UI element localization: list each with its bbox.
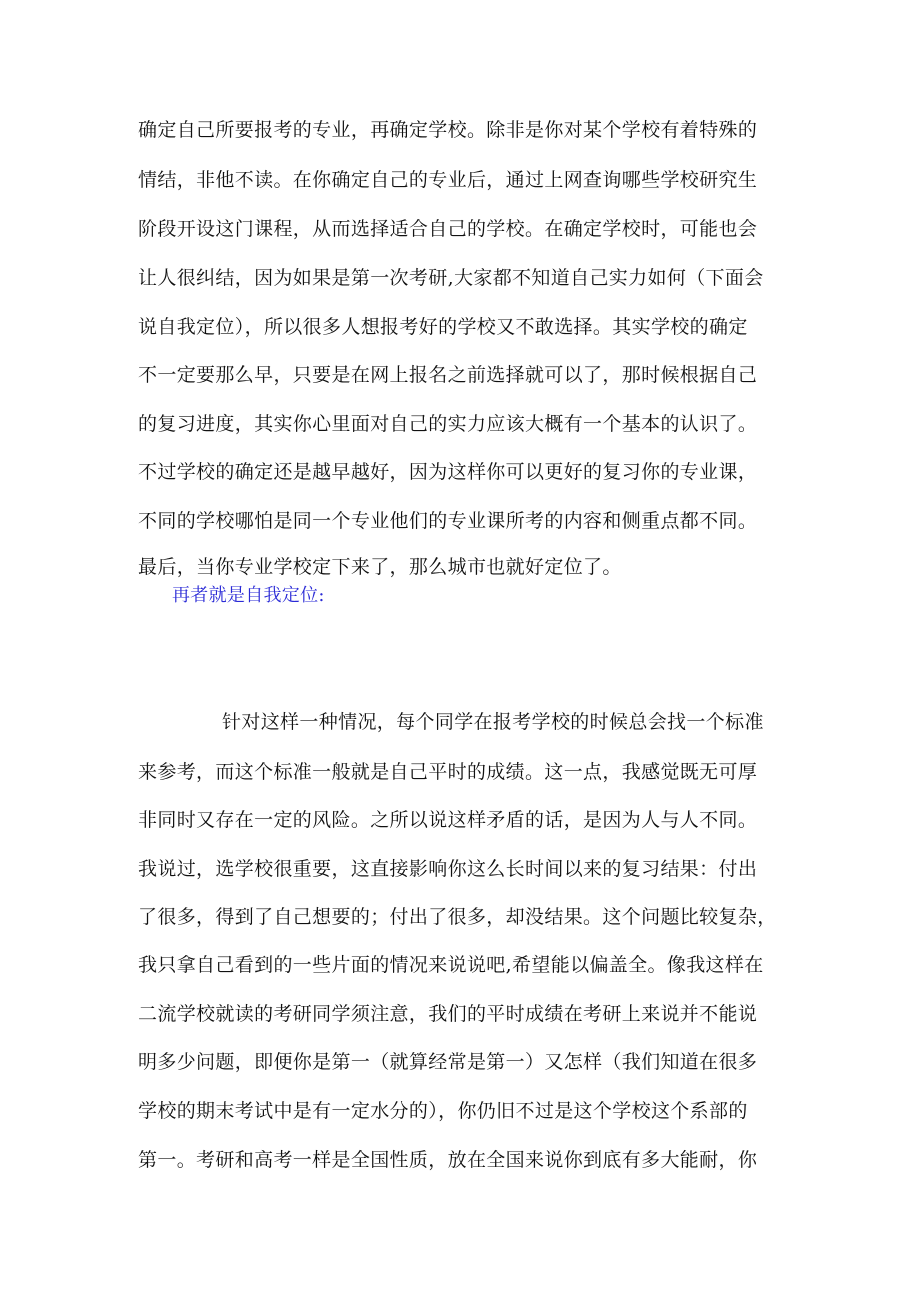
paragraph-line: 不一定要那么早，只要是在网上报名之前选择就可以了，那时候根据自己 (138, 364, 758, 386)
paragraph-line: 二流学校就读的考研同学须注意，我们的平时成绩在考研上来说并不能说 (138, 1003, 758, 1025)
paragraph-line: 非同时又存在一定的风险。之所以说这样矛盾的话，是因为人与人不同。 (138, 809, 758, 831)
paragraph-line: 了很多，得到了自己想要的；付出了很多，却没结果。这个问题比较复杂， (138, 906, 777, 928)
paragraph-line: 阶段开设这门课程，从而选择适合自己的学校。在确定学校时，可能也会 (138, 218, 758, 240)
paragraph-line: 情结，非他不读。在你确定自己的专业后，通过上网查询哪些学校研究生 (138, 169, 758, 191)
paragraph-line: 不同的学校哪怕是同一个专业他们的专业课所考的内容和侧重点都不同。 (138, 510, 758, 532)
paragraph-line: 说自我定位），所以很多人想报考好的学校又不敢选择。其实学校的确定 (138, 316, 748, 338)
paragraph-line: 我说过，选学校很重要，这直接影响你这么长时间以来的复习结果：付出 (138, 858, 758, 880)
paragraph-line: 来参考，而这个标准一般就是自己平时的成绩。这一点，我感觉既无可厚 (138, 761, 758, 783)
section-subheading: 再者就是自我定位: (172, 585, 325, 606)
paragraph-line: 明多少问题，即便你是第一（就算经常是第一）又怎样（我们知道在很多 (138, 1051, 758, 1073)
paragraph-line: 针对这样一种情况，每个同学在报考学校的时候总会找一个标准 (222, 711, 764, 733)
paragraph-line: 确定自己所要报考的专业，再确定学校。除非是你对某个学校有着特殊的 (138, 119, 758, 141)
paragraph-line: 的复习进度，其实你心里面对自己的实力应该大概有一个基本的认识了。 (138, 413, 758, 435)
paragraph-line: 我只拿自己看到的一些片面的情况来说说吧,希望能以偏盖全。像我这样在 (138, 954, 764, 976)
paragraph-line: 最后，当你专业学校定下来了，那么城市也就好定位了。 (138, 556, 622, 578)
paragraph-line: 第一。考研和高考一样是全国性质，放在全国来说你到底有多大能耐，你 (138, 1149, 758, 1171)
paragraph-line: 学校的期末考试中是有一定水分的），你仍旧不过是这个学校这个系部的 (138, 1100, 748, 1122)
paragraph-line: 让人很纠结，因为如果是第一次考研,大家都不知道自己实力如何（下面会 (138, 267, 764, 289)
paragraph-line: 不过学校的确定还是越早越好，因为这样你可以更好的复习你的专业课， (138, 461, 758, 483)
